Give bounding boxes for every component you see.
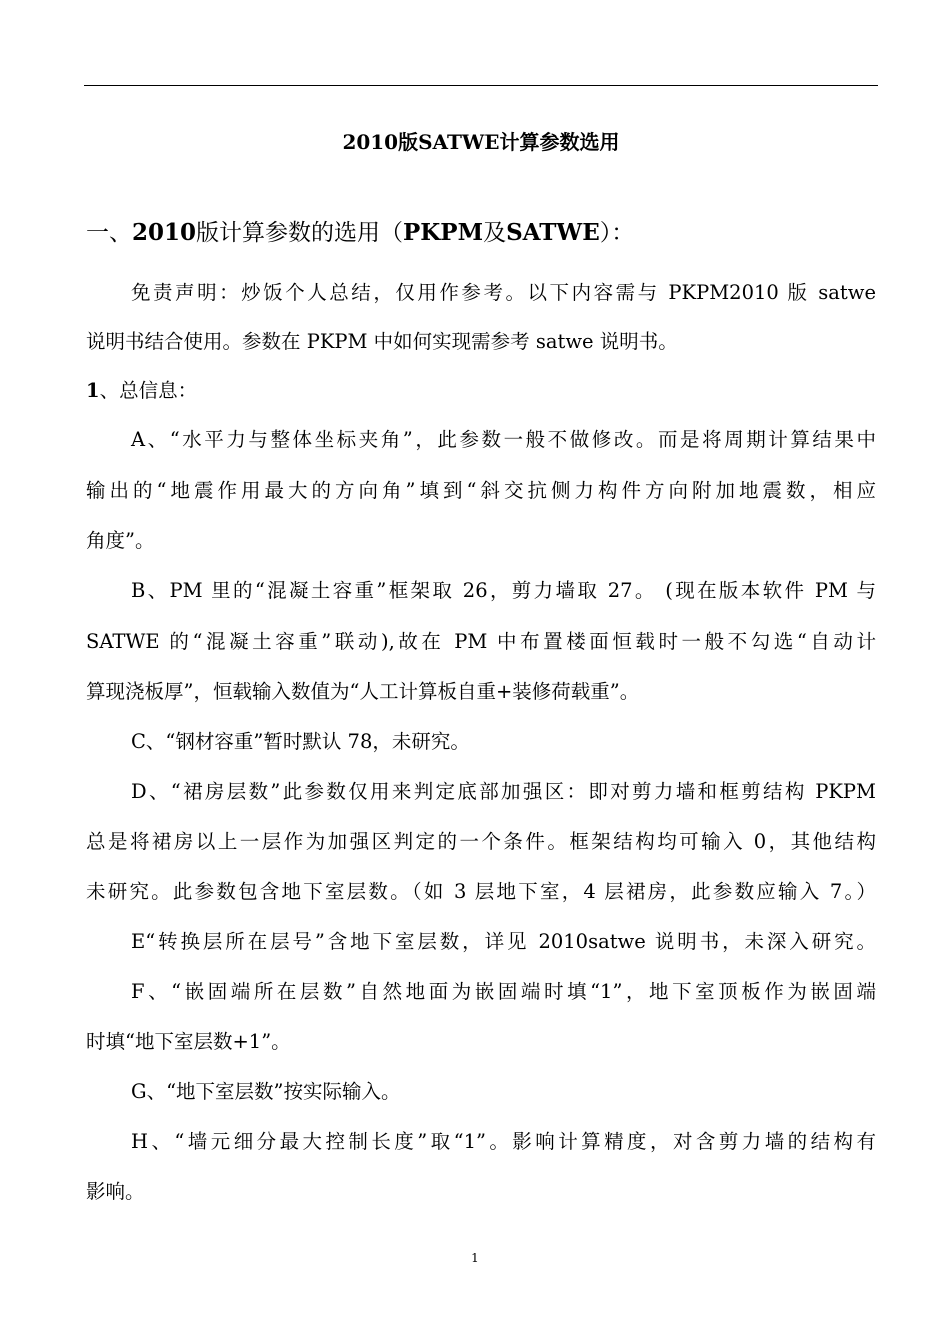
page-number: 1 xyxy=(471,1251,479,1265)
item-a-line-2: 输出的“地震作用最大的方向角”填到“斜交抗侧力构件方向附加地震数，相应 xyxy=(86,479,876,502)
subsection-number: 1 xyxy=(86,379,100,402)
section-pkpm: PKPM xyxy=(403,219,484,246)
document-title: 2010版SATWE计算参数选用 xyxy=(342,130,620,154)
item-d-line-3: 未研究。此参数包含地下室层数。（如 3 层地下室，4 层裙房，此参数应输入 7。） xyxy=(86,880,876,903)
item-a-line-3: 角度”。 xyxy=(86,529,155,552)
subsection-heading xyxy=(86,378,197,404)
item-e-line-1: E“转换层所在层号”含地下室层数，详见 2010satwe 说明书，未深入研究。 xyxy=(131,930,876,953)
section-number: 一、 xyxy=(86,220,132,246)
item-b-line-1: B、PM 里的“混凝土容重”框架取 26，剪力墙取 27。 (现在版本软件 PM 与 xyxy=(131,579,876,602)
item-b-line-2: SATWE 的“混凝土容重”联动),故在 PM 中布置楼面恒载时一般不勾选“自动计 xyxy=(86,630,876,653)
item-h-line-1: H、“墙元细分最大控制长度”取“1”。影响计算精度，对含剪力墙的结构有 xyxy=(131,1130,876,1153)
section-year: 2010 xyxy=(132,219,197,246)
section-text-1: 版计算参数的选用（ xyxy=(196,220,404,246)
section-text-2: 及 xyxy=(483,220,507,246)
item-g-line-1: G、“地下室层数”按实际输入。 xyxy=(131,1080,401,1103)
item-f-line-2: 时填“地下室层数+1”。 xyxy=(86,1030,291,1053)
item-h-line-2: 影响。 xyxy=(86,1180,145,1203)
item-a-line-1: A、“水平力与整体坐标夹角”，此参数一般不做修改。而是将周期计算结果中 xyxy=(131,428,876,451)
section-text-3: ）： xyxy=(599,220,635,246)
section-heading xyxy=(86,218,634,248)
section-satwe: SATWE xyxy=(506,219,600,246)
item-d-line-1: D、“裙房层数”此参数仅用来判定底部加强区：即对剪力墙和框剪结构 PKPM xyxy=(131,780,876,803)
item-f-line-1: F、“嵌固端所在层数”自然地面为嵌固端时填“1”，地下室顶板作为嵌固端 xyxy=(131,980,876,1003)
item-d-line-2: 总是将裙房以上一层作为加强区判定的一个条件。框架结构均可输入 0，其他结构 xyxy=(86,830,876,853)
item-c-line-1: C、“钢材容重”暂时默认 78，未研究。 xyxy=(131,730,470,753)
disclaimer-line-2: 说明书结合使用。参数在 PKPM 中如何实现需参考 satwe 说明书。 xyxy=(86,330,678,353)
disclaimer-line-1: 免责声明：炒饭个人总结，仅用作参考。以下内容需与 PKPM2010 版 satwe xyxy=(131,281,876,304)
header-rule xyxy=(84,85,878,86)
item-b-line-3: 算现浇板厚”，恒载输入数值为“人工计算板自重+装修荷载重”。 xyxy=(86,680,640,703)
subsection-label: 、总信息： xyxy=(99,379,198,402)
